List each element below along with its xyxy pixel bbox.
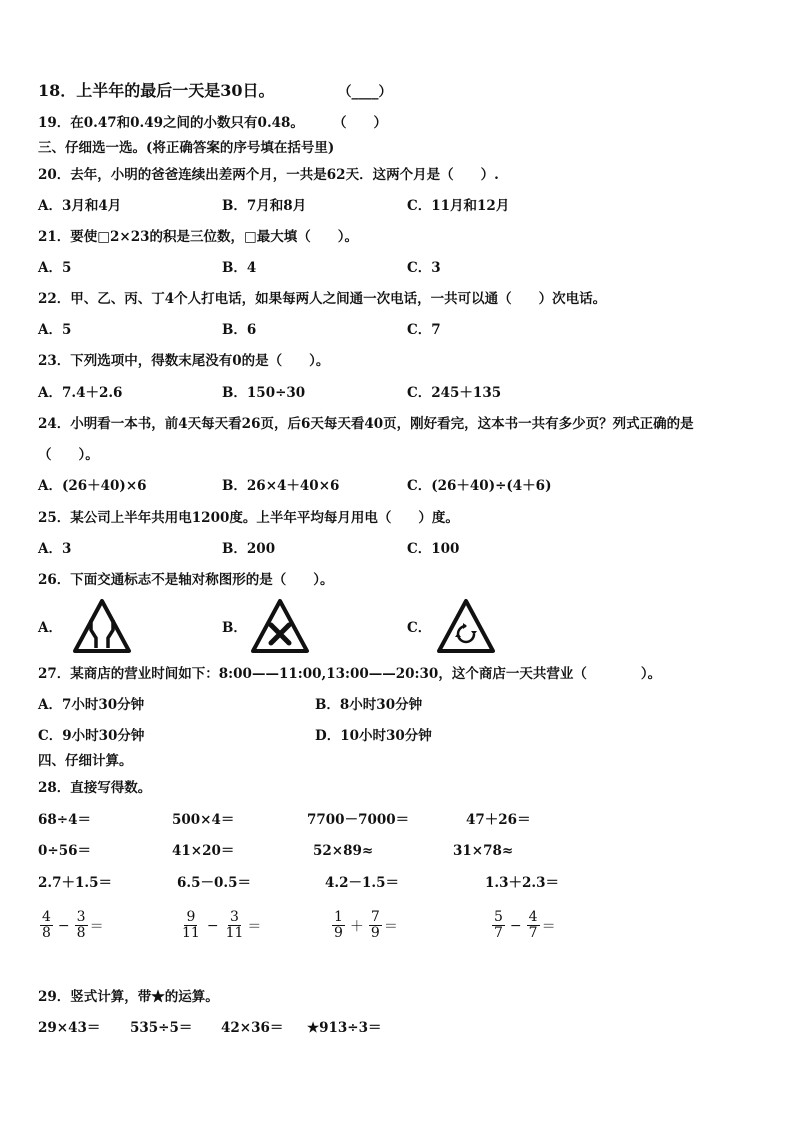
q23-text: 23．下列选项中，得数末尾没有0的是（ ）。: [38, 353, 330, 369]
q19-text: 19．在0.47和0.49之间的小数只有0.48。: [38, 115, 304, 131]
q24-option-c: C．(26＋40)÷(4＋6): [407, 478, 552, 494]
denominator: 7: [494, 925, 503, 941]
operator: ＋: [349, 918, 364, 935]
fraction-expression: [178, 910, 261, 941]
q24-option-a: A．(26＋40)×6: [38, 478, 147, 494]
denominator: 9: [370, 925, 380, 941]
denominator: 8: [76, 925, 86, 941]
equals: ＝: [247, 918, 262, 935]
q23-option-c: C．245＋135: [407, 385, 502, 401]
q22-option-c: C．7: [407, 322, 441, 338]
q22-option-b: B．6: [222, 322, 257, 338]
q28-item: 1.3＋2.3＝: [485, 875, 559, 891]
numerator: 3: [230, 909, 239, 925]
section-3-heading: 三、仔细选一选。(将正确答案的序号填在括号里): [38, 140, 335, 156]
q27-option-c: C．9小时30分钟: [38, 728, 145, 744]
fraction-expression: [38, 910, 104, 941]
numerator: 5: [494, 909, 503, 925]
fraction-expression: [490, 910, 556, 941]
q20-text: 20．去年，小明的爸爸连续出差两个月，一共是62天．这两个月是（ ）.: [38, 167, 499, 183]
numerator: 3: [76, 909, 86, 925]
q28-item: 500×4＝: [172, 812, 235, 828]
equals: ＝: [541, 918, 556, 935]
q25-option-b: B．200: [222, 541, 276, 557]
q23-option-a: A．7.4＋2.6: [38, 385, 123, 401]
q27-text: 27．某商店的营业时间如下：8:00——11:00,13:00——20:30，这个商店一天共营业（ ）。: [38, 666, 662, 682]
denominator: 9: [334, 925, 343, 941]
q24-option-b: B．26×4＋40×6: [222, 478, 340, 494]
q28-item: 0÷56＝: [38, 843, 91, 859]
q27-option-a: A．7小时30分钟: [38, 697, 145, 713]
q29-text: 29．竖式计算，带★的运算。: [38, 989, 219, 1005]
equals: ＝: [383, 918, 398, 935]
q28-item: 7700－7000＝: [307, 812, 410, 828]
denominator: 11: [225, 925, 244, 941]
q24-text: 24．小明看一本书，前4天每天看26页，后6天每天看40页，刚好看完，这本书一共有多少页？列式正确的是: [38, 416, 694, 432]
q28-item: 41×20＝: [172, 843, 235, 859]
numerator: 9: [186, 909, 196, 925]
denominator: 11: [182, 925, 200, 941]
q19-paren: （ ）: [333, 115, 387, 131]
roundabout-sign-icon: [436, 598, 496, 654]
q27-option-b: B．8小时30分钟: [315, 697, 423, 713]
q21-option-c: C．3: [407, 260, 441, 276]
section-4-heading: 四、仔细计算。: [38, 753, 133, 769]
q25-text: 25．某公司上半年共用电1200度。上半年平均每月用电（ ）度。: [38, 510, 459, 526]
q28-item: 31×78≈: [453, 843, 514, 859]
q23-option-b: B．150÷30: [222, 385, 306, 401]
q18-text: 18．上半年的最后一天是30日。: [38, 81, 275, 100]
q28-item: 68÷4＝: [38, 812, 91, 828]
q28-item: 52×89≈: [313, 843, 374, 859]
numerator: 1: [334, 909, 343, 925]
equals: ＝: [89, 918, 104, 935]
q28-item: 4.2－1.5＝: [325, 875, 399, 891]
q26-option-c: C．: [407, 620, 432, 636]
denominator: 8: [42, 925, 51, 941]
operator: −: [206, 917, 219, 934]
road-narrows-sign-icon: [72, 598, 132, 654]
denominator: 7: [528, 925, 538, 941]
q20-option-c: C．11月和12月: [407, 198, 510, 214]
q28-item: 6.5－0.5＝: [177, 875, 251, 891]
q29-item: 42×36＝: [221, 1020, 284, 1036]
q21-option-b: B．4: [222, 260, 257, 276]
q29-item: 535÷5＝: [130, 1020, 193, 1036]
q29-item: ★913÷3＝: [307, 1020, 382, 1036]
numerator: 7: [370, 909, 380, 925]
q24-text-cont: （ ）。: [38, 447, 99, 463]
q21-text: 21．要使□2×23的积是三位数，□最大填（ ）。: [38, 229, 359, 245]
fraction-expression: [330, 910, 398, 941]
q26-option-a: A．: [38, 620, 62, 636]
q20-option-a: A．3月和4月: [38, 198, 122, 214]
operator: −: [509, 917, 522, 934]
q20-option-b: B．7月和8月: [222, 198, 307, 214]
q25-option-a: A．3: [38, 541, 72, 557]
q29-item: 29×43＝: [38, 1020, 101, 1036]
q28-item: 47＋26＝: [466, 812, 531, 828]
q27-option-d: D．10小时30分钟: [315, 728, 432, 744]
crossroad-warning-sign-icon: [250, 598, 310, 654]
q22-text: 22．甲、乙、丙、丁4个人打电话，如果每两人之间通一次电话，一共可以通（ ）次电话。: [38, 291, 607, 307]
numerator: 4: [42, 909, 51, 925]
numerator: 4: [528, 909, 538, 925]
q28-item: 2.7＋1.5＝: [38, 875, 112, 891]
q18-paren: （____）: [338, 84, 392, 100]
q22-option-a: A．5: [38, 322, 72, 338]
q25-option-c: C．100: [407, 541, 460, 557]
q28-text: 28．直接写得数。: [38, 780, 152, 796]
q21-option-a: A．5: [38, 260, 72, 276]
q26-option-b: B．: [222, 620, 247, 636]
operator: −: [57, 917, 70, 934]
q26-text: 26．下面交通标志不是轴对称图形的是（ ）。: [38, 572, 334, 588]
